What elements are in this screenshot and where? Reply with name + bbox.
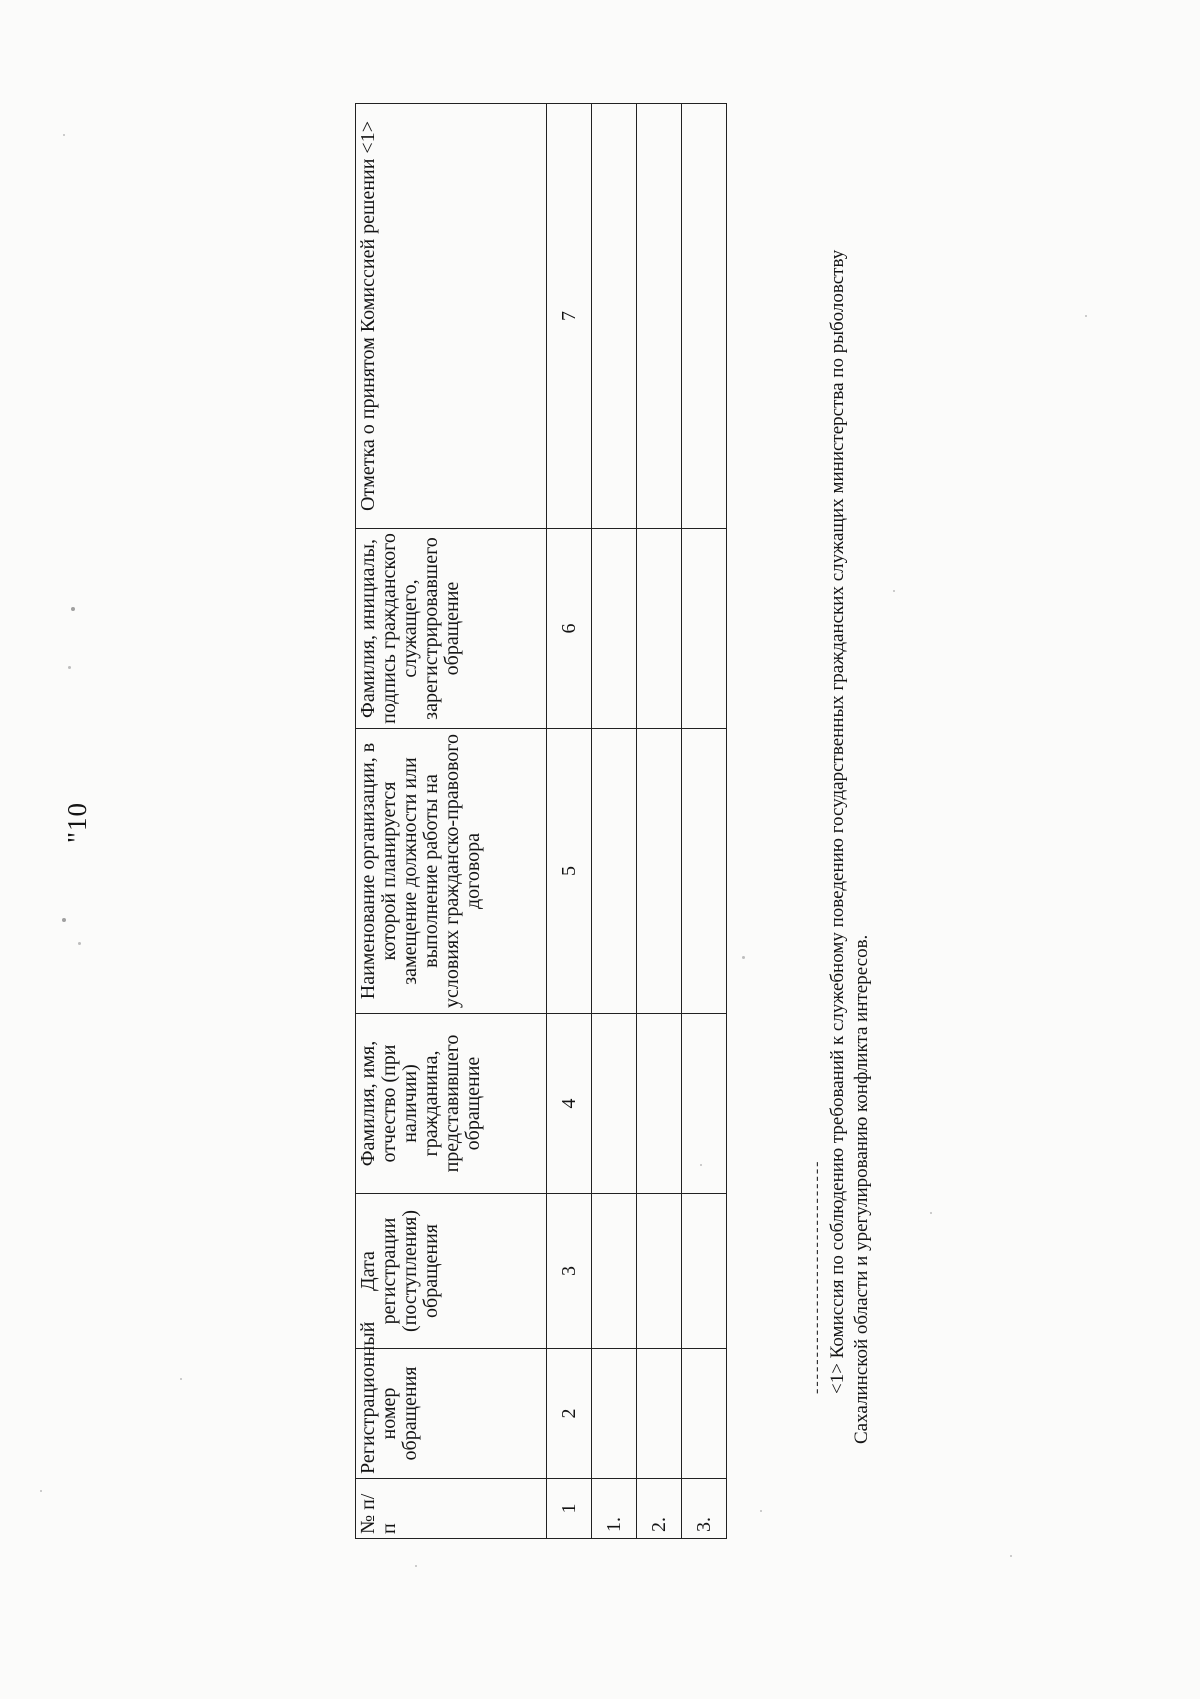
column-number: 3 <box>547 1194 592 1349</box>
table-cell <box>592 1014 637 1194</box>
table-row <box>592 104 637 1539</box>
column-number: 6 <box>547 529 592 729</box>
column-number: 1 <box>547 1479 592 1539</box>
table-cell <box>637 1349 682 1479</box>
table-cell-index: 2. <box>637 1479 682 1539</box>
table-cell <box>682 529 727 729</box>
column-number: 5 <box>547 729 592 1014</box>
table-cell <box>592 1349 637 1479</box>
table-cell <box>592 1194 637 1349</box>
registration-table <box>355 103 727 1539</box>
column-number-row <box>547 104 592 1539</box>
table-cell <box>682 104 727 529</box>
column-number: 7 <box>547 104 592 529</box>
header-cell-commission-decision: Отметка о принятом Комиссией решении <1> <box>356 104 547 529</box>
table-cell <box>637 1194 682 1349</box>
table-cell <box>682 1194 727 1349</box>
table-cell <box>682 1014 727 1194</box>
header-cell-employee-signature: Фамилия, инициалы, подпись гражданского служащего, зарегистрировавшего обращение <box>356 529 547 729</box>
table-cell <box>637 729 682 1014</box>
table-cell <box>637 529 682 729</box>
column-number: 4 <box>547 1014 592 1194</box>
table-cell <box>637 1014 682 1194</box>
table-cell <box>592 104 637 529</box>
table-cell <box>592 529 637 729</box>
footnote-text: <1> Комиссия по соблюдению требований к служебному поведению государственных гражданских служащих министерства по рыболовству Сахалинской области и урегулированию конфликта интересов. <box>827 249 872 1444</box>
table-cell <box>637 104 682 529</box>
table-row <box>682 104 727 1539</box>
header-cell-organization: Наименование организации, в которой планируется замещение должности или выполнение работы на условиях гражданско-правового договора <box>356 729 547 1014</box>
column-number: 2 <box>547 1349 592 1479</box>
table-cell <box>682 729 727 1014</box>
table-row <box>637 104 682 1539</box>
table-cell <box>682 1349 727 1479</box>
table-cell-index: 3. <box>682 1479 727 1539</box>
header-cell-registration-date: Дата регистрации (поступления) обращения <box>356 1194 547 1349</box>
footnote-separator: -------------------------------- <box>808 1159 825 1394</box>
table-cell <box>592 729 637 1014</box>
page-number: "10 <box>62 801 92 843</box>
header-cell-number: № п/п <box>356 1479 547 1539</box>
header-cell-citizen-name: Фамилия, имя, отчество (при наличии) гражданина, представившего обращение <box>356 1014 547 1194</box>
table-cell-index: 1. <box>592 1479 637 1539</box>
header-cell-registration-number: Регистрационный номер обращения <box>356 1349 547 1479</box>
table-header-row <box>356 104 547 1539</box>
